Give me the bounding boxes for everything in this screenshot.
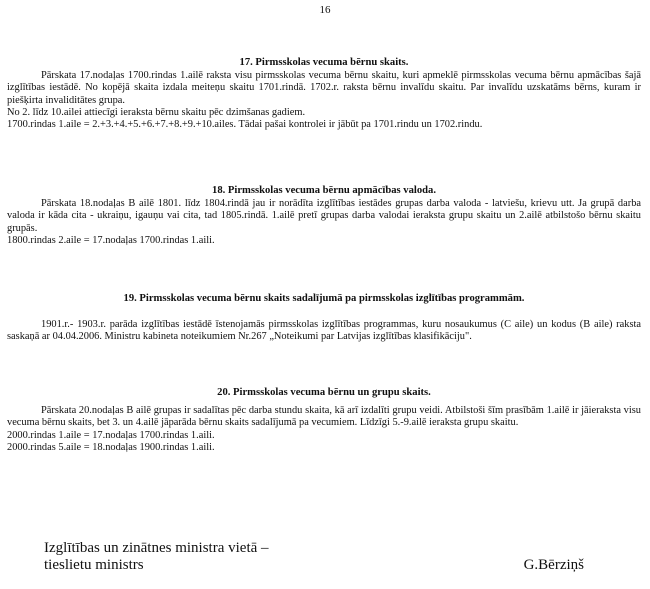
- section-20-line-1: 2000.rindas 1.aile = 17.nodaļas 1700.rindas 1.aili.: [7, 429, 215, 441]
- section-19: [7, 293, 641, 344]
- section-17-line-2: 1700.rindas 1.aile = 2.+3.+4.+5.+6.+7.+8.+9.+10.ailes. Tādai pašai kontrolei ir jābūt pa 1701.rindu un 1702.rindu.: [7, 119, 483, 131]
- signatory-name: G.Bērziņš: [523, 557, 584, 573]
- signatory-title-line-2: tieslietu ministrs: [44, 557, 144, 573]
- signatory-title-line-1: Izglītības un zinātnes ministra vietā –: [44, 540, 269, 556]
- section-19-paragraph: 1901.r.- 1903.r. parāda izglītības iestādē īstenojamās pirmsskolas izglītības programmas, kuru nosaukumus (C aile) un kodus (B aile) raksta saskaņā ar 04.04.2006. Ministru kabineta noteikumiem Nr.267 „Noteikumi par Latvijas izglītības klasifikāciju".: [7, 319, 641, 343]
- signature-row: [44, 557, 584, 574]
- section-20-paragraph: Pārskata 20.nodaļas B ailē grupas ir sadalītas pēc darba stundu skaita, kā arī izdalīti grupu veidi. Atbilstoši šīm prasībām 1.ailē ir jāieraksta visu vecuma bērnu skaits, bet 3. un 4.ailē jāparāda bērnu skaits sadalījumā pa vecumiem. Līdzīgi 5.-9.ailē ieraksta grupu skaitu.: [7, 405, 641, 429]
- signature-block: [44, 540, 584, 574]
- section-20: [7, 387, 641, 454]
- section-18-heading: 18. Pirmsskolas vecuma bērnu apmācības valoda.: [212, 185, 436, 196]
- section-19-heading: 19. Pirmsskolas vecuma bērnu skaits sadalījumā pa pirmsskolas izglītības programmām.: [123, 293, 525, 304]
- section-20-heading: 20. Pirmsskolas vecuma bērnu un grupu skaits.: [217, 387, 431, 398]
- page-number: 16: [319, 4, 331, 16]
- section-17: [7, 57, 641, 131]
- section-17-paragraph: Pārskata 17.nodaļas 1700.rindas 1.ailē raksta visu pirmsskolas vecuma bērnu skaitu, kuri apmeklē pirmsskolas vecuma bērnu apmācības šajā izglītības iestādē. No kopējā skaita izdala meiteņu skaitu 1701.rindā. 1702.r. raksta bērnu invalīdu skaitu. Par invalīdu uzskatāms bērns, kuram ir piešķirta invaliditātes grupa.: [7, 70, 641, 106]
- section-17-heading: 17. Pirmsskolas vecuma bērnu skaits.: [239, 57, 409, 68]
- section-18: [7, 185, 641, 247]
- section-20-line-2: 2000.rindas 5.aile = 18.nodaļas 1900.rindas 1.aili.: [7, 441, 215, 453]
- section-18-line-1: 1800.rindas 2.aile = 17.nodaļas 1700.rindas 1.aili.: [7, 234, 215, 246]
- section-18-paragraph: Pārskata 18.nodaļas B ailē 1801. līdz 1804.rindā jau ir norādīta izglītības iestādes grupas darba valoda - latviešu, krievu utt. Ja grupā darba valoda ir kāda cita - ukraiņu, igauņu vai cita, tad 1805.rindā. 1.ailē pretī grupas darba valodai ieraksta grupu skaitu un 2.ailē atbilstošo bērnu skaitu grupās.: [7, 198, 641, 234]
- section-17-line-1: No 2. līdz 10.ailei attiecīgi ieraksta bērnu skaitu pēc dzimšanas gadiem.: [7, 106, 306, 118]
